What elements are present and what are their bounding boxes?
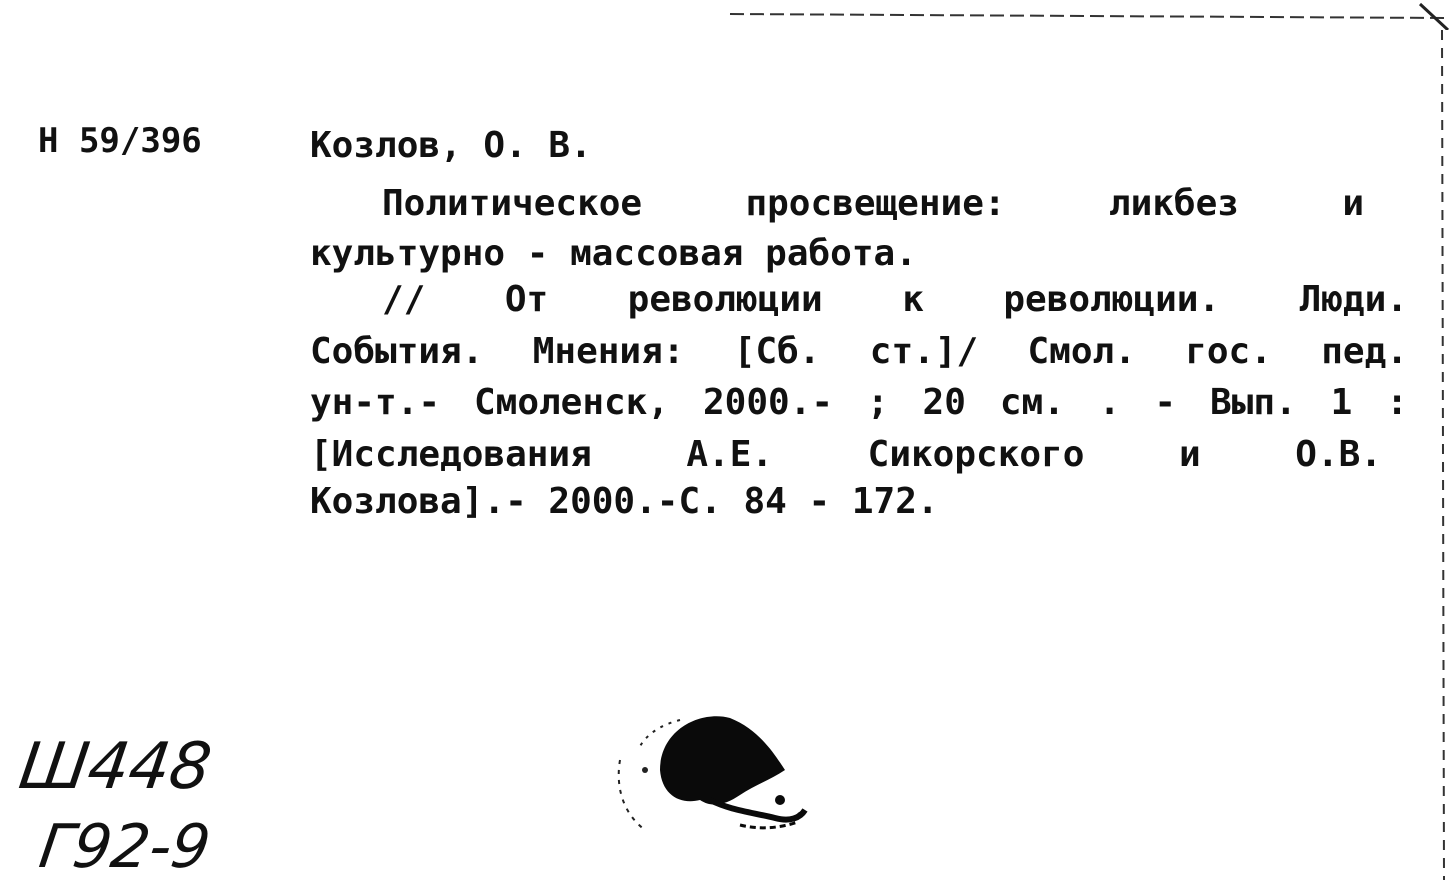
title-word: ликбез: [1108, 183, 1239, 224]
source-word: [Исследования: [310, 434, 592, 475]
source-word: 20: [922, 382, 966, 423]
library-stamp-icon: [600, 700, 830, 860]
card-right-edge: [1430, 0, 1450, 882]
title-word: просвещение:: [745, 183, 1006, 224]
source-line-5: Козлова].- 2000.-С. 84 - 172.: [310, 481, 939, 522]
source-word: События.: [310, 331, 484, 372]
source-word: Вып.: [1210, 382, 1297, 423]
source-line-3: [310, 382, 1408, 423]
title-word: Политическое: [382, 183, 643, 224]
source-word: Люди.: [1299, 279, 1408, 320]
source-word: 2000.-: [702, 382, 834, 423]
source-word: ун-т.-: [310, 382, 441, 423]
source-line-2: [310, 331, 1408, 372]
source-word: ;: [866, 382, 889, 423]
source-word: -: [1154, 382, 1177, 423]
source-word: О.В.: [1295, 434, 1382, 475]
source-word: Смол.: [1027, 331, 1136, 372]
source-word: Смоленск,: [473, 382, 670, 423]
title-line-1: [382, 183, 1364, 224]
source-word: .: [1098, 382, 1121, 423]
source-word: Сикорского: [867, 434, 1085, 475]
title-word: и: [1342, 183, 1364, 224]
handwritten-code-2: Г92-9: [35, 812, 215, 882]
source-word: :: [1386, 382, 1408, 423]
source-word: пед.: [1321, 331, 1408, 372]
source-line-1: [382, 279, 1408, 320]
shelf-mark: Н 59/396: [38, 121, 202, 161]
author-heading: Козлов, О. В.: [310, 125, 592, 166]
source-word: От: [504, 279, 549, 320]
source-word: гос.: [1185, 331, 1272, 372]
source-word: [Сб.: [733, 331, 821, 372]
source-word: //: [382, 279, 426, 320]
handwritten-code-1: Ш448: [14, 730, 216, 804]
source-word: 1: [1330, 382, 1353, 423]
source-word: и: [1179, 434, 1201, 475]
card-top-edge: [0, 0, 1450, 30]
source-word: Мнения:: [532, 331, 685, 372]
source-word: к: [902, 279, 924, 320]
source-word: см.: [999, 382, 1065, 423]
source-word: революции.: [1003, 279, 1221, 320]
source-word: революции: [627, 279, 823, 320]
source-word: А.Е.: [686, 434, 774, 475]
title-line-2: культурно - массовая работа.: [310, 233, 917, 274]
source-word: ст.]/: [869, 331, 979, 372]
source-line-4: [310, 434, 1382, 475]
